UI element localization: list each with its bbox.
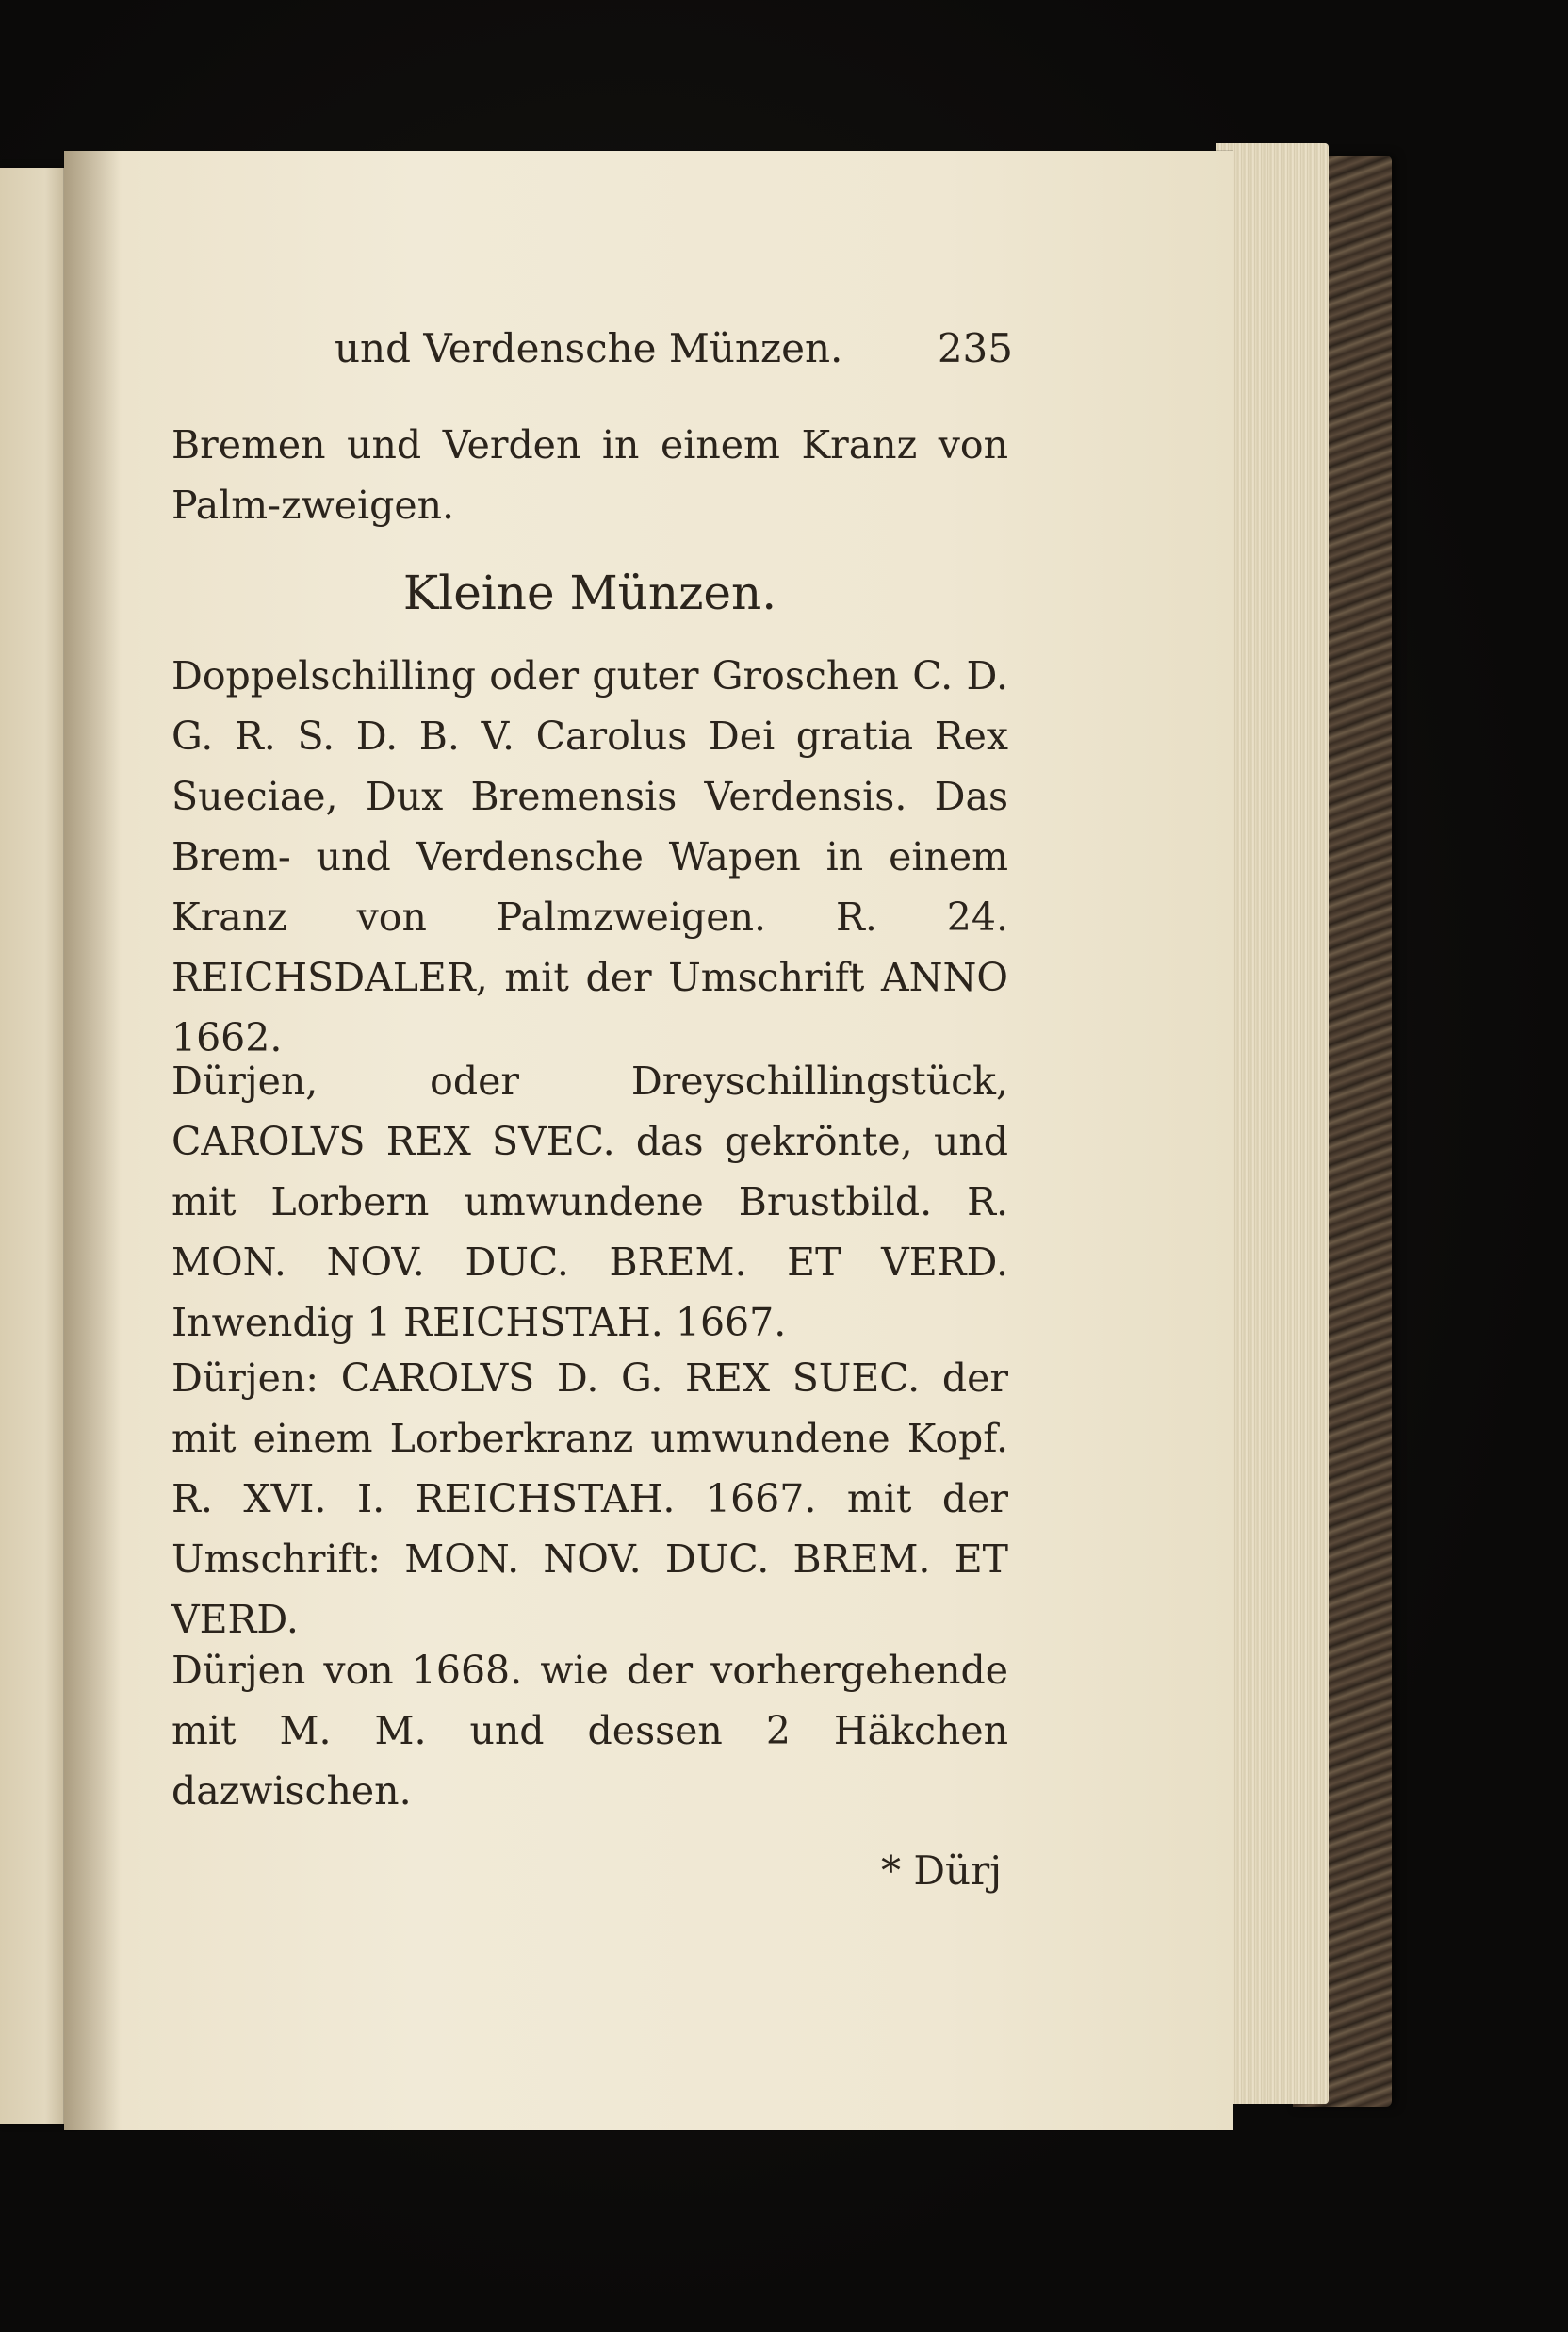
gutter-shadow — [64, 151, 121, 2130]
catchword: * Dürj — [881, 1848, 1003, 1894]
section-heading: Kleine Münzen. — [402, 566, 777, 620]
paragraph-4: Dürjen: CAROLVS D. G. REX SUEC. der mit einem Lorberkranz umwundene Kopf. R. XVI. I. REICHSTAH. 1667. mit der Umschrift: MON. NOV. DUC. BREM. ET VERD. — [172, 1355, 1008, 1642]
running-head-title: und Verdensche Münzen. — [335, 325, 843, 371]
paragraph-2: Doppelschilling oder guter Groschen C. D. G. R. S. D. B. V. Carolus Dei gratia Rex Sueciae, Dux Bremensis Verdensis. Das Brem- und Verdensche Wapen in einem Kranz von Palmzweigen. R. 24. REICHSDALER, mit der Umschrift ANNO 1662. — [172, 653, 1008, 1060]
paragraph-1: Bremen und Verden in einem Kranz von Palm-zweigen. — [172, 422, 1008, 528]
paragraph-3: Dürjen, oder Dreyschillingstück, CAROLVS REX SVEC. das gekrönte, und mit Lorbern umwundene Brustbild. R. MON. NOV. DUC. BREM. ET VERD. Inwendig 1 REICHSTAH. 1667. — [172, 1059, 1008, 1345]
running-head — [335, 325, 1013, 382]
page-fore-edge — [1216, 143, 1329, 2104]
paragraph-5: Dürjen von 1668. wie der vorhergehende mit M. M. und dessen 2 Häkchen dazwischen. — [172, 1648, 1008, 1814]
page-number: 235 — [937, 325, 1013, 371]
